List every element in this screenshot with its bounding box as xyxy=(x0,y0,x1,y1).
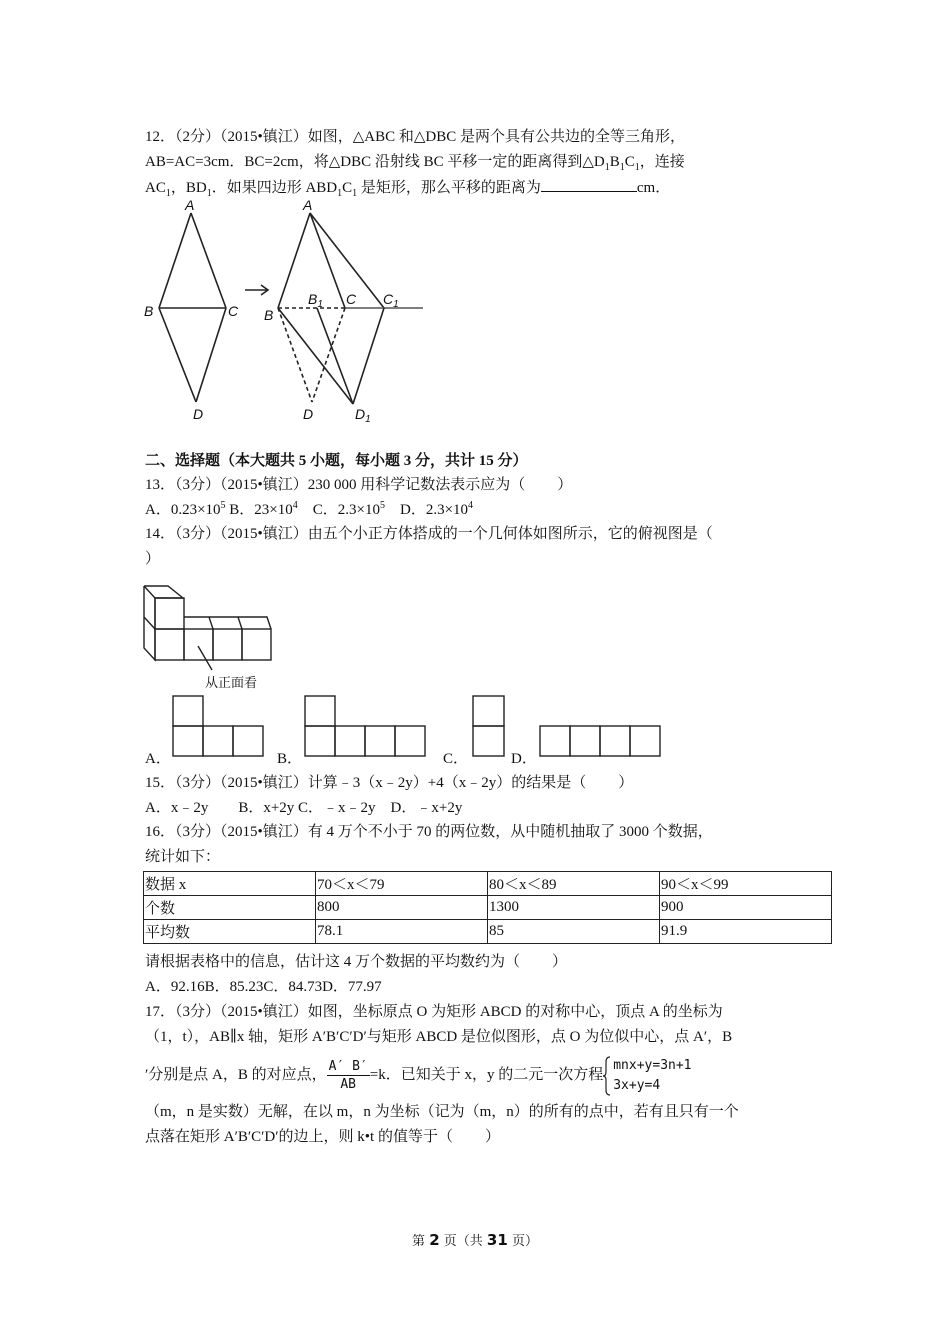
fraction xyxy=(327,1058,370,1093)
square xyxy=(395,726,425,756)
fraction-denominator: AB xyxy=(340,1077,357,1093)
q16-options: A．92.16B．85.23C．84.73D．77.97 xyxy=(145,979,382,995)
square xyxy=(600,726,630,756)
footer-text: 第 xyxy=(412,1234,426,1249)
q16-data-table xyxy=(143,871,832,944)
q14-option-b-label[interactable]: B． xyxy=(277,751,303,767)
q13-stem xyxy=(145,475,572,495)
exponent: 5 xyxy=(379,500,385,511)
option-text: C．2.3×10 xyxy=(312,502,380,518)
q14-option-a-label[interactable]: A． xyxy=(145,751,171,767)
q15-text: 15．（3分）（2015•镇江）计算﹣3（x﹣2y）+4（x﹣2y）的结果是（ xyxy=(145,775,587,791)
table-cell: 平均数 xyxy=(144,920,316,944)
subscript: 1 xyxy=(206,188,212,199)
q12-text: AC xyxy=(145,180,166,196)
q13-text: 13．（3分）（2015•镇江）230 000 用科学记数法表示应为（ xyxy=(145,477,526,493)
total-pages: 31 xyxy=(486,1231,508,1249)
edge-ab xyxy=(159,213,191,308)
subscript: 1 xyxy=(604,162,610,173)
square xyxy=(203,726,233,756)
q17-line-4: （m，n 是实数）无解，在以 m，n 为坐标（记为（m，n）的所有的点中，若有且只有一个 xyxy=(145,1104,739,1120)
q12-text: C xyxy=(624,154,635,170)
label-a: A xyxy=(185,197,195,213)
table-cell: 900 xyxy=(660,896,832,920)
square xyxy=(305,696,335,726)
table-row xyxy=(144,896,832,920)
q12-text: ，连接 xyxy=(639,154,685,170)
q16-paren-end: ） xyxy=(552,954,568,970)
q12-unit: cm． xyxy=(636,180,671,196)
option-text: D．2.3×10 xyxy=(399,502,469,518)
edge-b1d1 xyxy=(317,308,353,404)
table-cell: 80＜x＜89 xyxy=(488,872,660,896)
q13-option-d[interactable] xyxy=(400,502,473,518)
subscript: 1 xyxy=(352,188,358,199)
column-side-mid xyxy=(144,617,155,629)
square xyxy=(473,726,504,756)
q12-figure xyxy=(0,0,950,440)
edge-cd xyxy=(196,308,226,402)
square xyxy=(305,726,335,756)
q17-text: =k．已知关于 x，y 的二元一次方程 xyxy=(369,1067,604,1083)
table-row xyxy=(144,872,832,896)
exponent: 4 xyxy=(292,500,298,511)
equation-system xyxy=(603,1056,691,1096)
square xyxy=(365,726,395,756)
table-cell: 800 xyxy=(316,896,488,920)
q17-line-5 xyxy=(145,1127,500,1147)
q17-line-1: 17．（3分）（2015•镇江）如图，坐标原点 O 为矩形 ABCD 的对称中心，顶点 A 的坐标为 xyxy=(145,1004,723,1020)
option-text: A．0.23×10 xyxy=(145,502,221,518)
q15-options: A．x﹣2y B．x+2y C．﹣x﹣2y D．﹣x+2y xyxy=(145,800,463,816)
q13-paren-end: ） xyxy=(557,477,573,493)
q14-option-d-figure[interactable] xyxy=(539,725,661,759)
equation-1: mnx+y=3n+1 xyxy=(613,1057,692,1073)
q12-text: ．如果四边形 ABD xyxy=(211,180,338,196)
fraction-numerator: A′ B′ xyxy=(328,1059,368,1075)
edge-ac xyxy=(191,213,226,308)
q17-paren-end: ） xyxy=(484,1129,500,1145)
row-top xyxy=(184,617,271,629)
label-c: C xyxy=(228,303,239,319)
label-d1: $D_1$ xyxy=(355,406,371,425)
equation-2: 3x+y=4 xyxy=(613,1077,661,1093)
page-number: 2 xyxy=(429,1231,440,1249)
q13-option-b[interactable] xyxy=(229,502,297,518)
square xyxy=(335,726,365,756)
table-cell: 70＜x＜79 xyxy=(316,872,488,896)
q14-option-a-figure[interactable] xyxy=(172,695,264,759)
q16-text: 请根据表格中的信息，估计这 4 万个数据的平均数约为（ xyxy=(145,954,521,970)
section-heading: 二、选择题（本大题共 5 小题，每小题 3 分，共计 15 分） xyxy=(145,453,528,469)
q16-question xyxy=(145,952,567,972)
table-cell: 个数 xyxy=(144,896,316,920)
row-edge-1 xyxy=(209,617,213,629)
table-cell: 78.1 xyxy=(316,920,488,944)
q14-paren-end: ） xyxy=(145,551,161,567)
q13-option-c[interactable] xyxy=(313,502,385,518)
label-b-2: B xyxy=(264,307,274,323)
square xyxy=(233,726,263,756)
q17-line-3 xyxy=(145,1055,692,1096)
square xyxy=(570,726,600,756)
table-row xyxy=(144,920,832,944)
label-b: B xyxy=(144,303,154,319)
edge-bd1 xyxy=(278,308,353,404)
subscript: 1 xyxy=(165,188,171,199)
cube-bottom-2 xyxy=(184,629,213,660)
footer-text: 页（共 xyxy=(443,1234,483,1249)
q14-solid-figure xyxy=(140,578,300,678)
table-cell: 85 xyxy=(488,920,660,944)
q17-line-2: （1，t），AB∥x 轴，矩形 A′B′C′D′与矩形 ABCD 是位似图形，点 O 为位似中心，点 A′，B xyxy=(145,1029,733,1045)
q14-stem: 14．（3分）（2015•镇江）由五个小正方体搭成的一个几何体如图所示，它的俯视图是（ xyxy=(145,526,713,542)
q15-stem xyxy=(145,773,633,793)
square xyxy=(473,696,504,726)
label-c-2: C xyxy=(346,291,357,307)
edge-bd xyxy=(159,308,196,402)
q13-options xyxy=(145,500,473,520)
q12-text: AB=AC=3cm．BC=2cm，将△DBC 沿射线 BC 平移一定的距离得到△D xyxy=(145,154,605,170)
q12-text: C xyxy=(342,180,353,196)
row-edge-2 xyxy=(238,617,242,629)
cube-bottom-1 xyxy=(155,629,184,660)
cube-bottom-4 xyxy=(242,629,271,660)
q16-stem-1: 16．（3分）（2015•镇江）有 4 万个不小于 70 的两位数，从中随机抽取了 3000 个数据， xyxy=(145,824,713,840)
exponent: 4 xyxy=(468,500,474,511)
square xyxy=(173,726,203,756)
cube-bottom-3 xyxy=(213,629,242,660)
subscript: 1 xyxy=(619,162,625,173)
table-cell: 数据 x xyxy=(144,872,316,896)
edge-c1d1 xyxy=(353,308,384,404)
q14-option-b-figure[interactable] xyxy=(304,695,426,759)
q17-text: ′分别是点 A，B 的对应点， xyxy=(145,1067,327,1083)
q14-option-d-label[interactable]: D． xyxy=(511,751,537,767)
square xyxy=(173,696,203,726)
q12-text: B xyxy=(609,154,620,170)
pointer-line xyxy=(198,646,212,670)
edge-ab-2 xyxy=(278,213,310,308)
option-text: B．23×10 xyxy=(229,502,293,518)
q12-text: ，BD xyxy=(170,180,207,196)
square xyxy=(540,726,570,756)
table-cell: 1300 xyxy=(488,896,660,920)
q14-caption: 从正面看 xyxy=(205,676,258,691)
label-a-2: A xyxy=(303,197,313,213)
q17-text: 点落在矩形 A′B′C′D′的边上，则 k•t 的值等于（ xyxy=(145,1129,453,1145)
brace-icon xyxy=(603,1056,611,1096)
q16-stem-2: 统计如下： xyxy=(145,849,221,865)
page-footer xyxy=(0,1230,950,1249)
table-cell: 90＜x＜99 xyxy=(660,872,832,896)
q12-text: 是矩形，那么平移的距离为 xyxy=(357,180,541,196)
cube-top xyxy=(155,598,184,629)
subscript: 1 xyxy=(634,162,640,173)
q15-paren-end: ） xyxy=(618,775,634,791)
q12-text: 12．（2分）（2015•镇江）如图，△ABC 和△DBC 是两个具有公共边的全等三角形， xyxy=(145,129,686,145)
square xyxy=(630,726,660,756)
label-c1: $C_1$ xyxy=(383,291,399,310)
q14-option-c-figure[interactable] xyxy=(472,695,506,759)
subscript: 1 xyxy=(337,188,343,199)
exponent: 5 xyxy=(220,500,226,511)
table-cell: 91.9 xyxy=(660,920,832,944)
edge-bd-dashed xyxy=(278,308,312,402)
q13-option-a[interactable] xyxy=(145,502,226,518)
q14-option-c-label[interactable]: C． xyxy=(443,751,469,767)
footer-text: 页） xyxy=(511,1234,538,1249)
label-d-2: D xyxy=(303,406,314,422)
label-d: D xyxy=(193,406,204,422)
label-b1: $B_1$ xyxy=(308,291,323,310)
